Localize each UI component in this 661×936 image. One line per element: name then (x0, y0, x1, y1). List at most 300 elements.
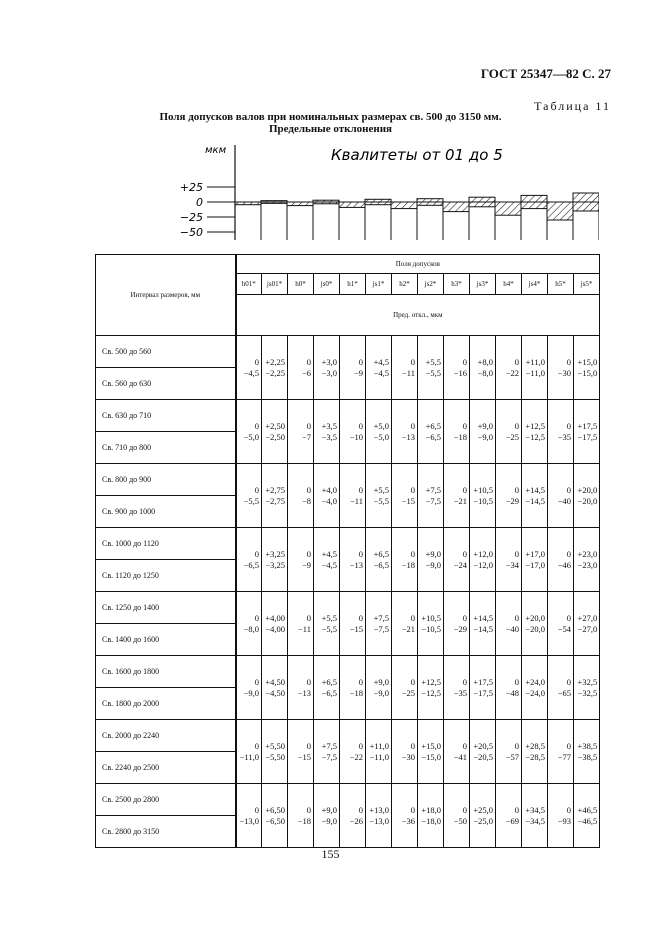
size-range-label: Св. 560 до 630 (102, 379, 152, 388)
tolerance-field-js01 (261, 201, 287, 204)
upper-deviation: +6,5 (425, 420, 441, 431)
column-header: js5* (574, 274, 600, 295)
upper-deviation: 0 (566, 356, 571, 367)
size-range-label: Св. 2240 до 2500 (102, 763, 160, 772)
lower-deviation: −18 (297, 815, 311, 826)
upper-deviation: 0 (410, 548, 415, 559)
size-range-cell (96, 464, 236, 528)
upper-deviation: +7,5 (425, 484, 441, 495)
lower-deviation: −11 (298, 623, 311, 634)
tolerance-table (95, 254, 600, 848)
deviation-cell (340, 592, 366, 656)
deviation-cell (574, 336, 600, 400)
table-row (96, 528, 600, 592)
lower-deviation: −50 (453, 815, 467, 826)
deviation-cell (574, 464, 600, 528)
deviation-cell (236, 656, 262, 720)
upper-deviation: +5,5 (373, 484, 389, 495)
lower-deviation: −11,0 (239, 751, 259, 762)
column-header: js2* (418, 274, 444, 295)
deviation-cell (366, 592, 392, 656)
deviation-cell (496, 336, 522, 400)
deviation-cell (548, 720, 574, 784)
upper-deviation: 0 (306, 356, 311, 367)
size-range-label: Св. 1400 до 1600 (102, 635, 160, 644)
tolerance-field-h0 (287, 202, 313, 206)
upper-deviation: +12,5 (421, 676, 441, 687)
lower-deviation: −77 (557, 751, 571, 762)
deviation-cell (262, 464, 288, 528)
lower-deviation: −20,0 (525, 623, 545, 634)
upper-deviation: +32,5 (577, 676, 598, 687)
upper-deviation: 0 (410, 612, 415, 623)
tolerance-field-h1 (339, 202, 365, 207)
deviation-cell (418, 784, 444, 848)
deviation-cell (288, 336, 314, 400)
lower-deviation: −4,50 (265, 687, 285, 698)
lower-deviation: −93 (557, 815, 571, 826)
size-range-label: Св. 800 до 900 (96, 464, 235, 496)
deviation-cell (392, 592, 418, 656)
lower-deviation: −4,00 (265, 623, 285, 634)
size-range-cell (96, 592, 236, 656)
lower-deviation: −6,5 (373, 559, 389, 570)
deviation-cell (418, 528, 444, 592)
lower-deviation: −24 (453, 559, 467, 570)
deviation-cell (522, 592, 548, 656)
upper-deviation: +13,0 (369, 804, 389, 815)
page-number: 155 (321, 847, 340, 861)
lower-deviation: −5,0 (373, 431, 389, 442)
deviation-cell (314, 784, 340, 848)
deviation-cell (548, 464, 574, 528)
upper-deviation: 0 (358, 676, 363, 687)
lower-deviation: −11 (402, 367, 415, 378)
tolerance-field-h4 (495, 202, 521, 215)
deviation-cell (418, 720, 444, 784)
upper-deviation: 0 (306, 740, 311, 751)
lower-deviation: −13 (401, 431, 415, 442)
upper-deviation: +20,0 (577, 484, 598, 495)
upper-deviation: 0 (306, 676, 311, 687)
deviation-cell (574, 528, 600, 592)
lower-deviation: −21 (453, 495, 467, 506)
upper-deviation: 0 (514, 612, 519, 623)
deviation-cell (392, 464, 418, 528)
deviation-cell (262, 528, 288, 592)
deviation-cell (574, 400, 600, 464)
deviation-cell (262, 336, 288, 400)
lower-deviation: −6,5 (321, 687, 337, 698)
lower-deviation: −10 (349, 431, 363, 442)
upper-deviation: +20,0 (525, 612, 545, 623)
upper-deviation: +15,0 (577, 356, 598, 367)
upper-deviation: +27,0 (577, 612, 598, 623)
upper-deviation: +25,0 (473, 804, 493, 815)
deviation-cell (470, 336, 496, 400)
page-header: ГОСТ 25347—82 С. 27 (480, 66, 611, 81)
deviation-cell (496, 400, 522, 464)
upper-deviation: +3,5 (321, 420, 337, 431)
column-header: js4* (522, 274, 548, 295)
tolerance-field-js0 (313, 200, 339, 204)
upper-deviation: 0 (358, 612, 363, 623)
lower-deviation: −6,5 (425, 431, 441, 442)
deviation-cell (236, 528, 262, 592)
column-header: h2* (392, 274, 418, 295)
lower-deviation: −5,50 (265, 751, 285, 762)
upper-deviation: +5,0 (373, 420, 389, 431)
lower-deviation: −15 (297, 751, 311, 762)
upper-deviation: +38,5 (577, 740, 598, 751)
lower-deviation: −18,0 (421, 815, 441, 826)
tolerance-field-js3 (469, 197, 495, 207)
deviation-cell (548, 784, 574, 848)
unit-row: Пред. откл., мкм (236, 295, 600, 336)
deviation-cell (496, 464, 522, 528)
column-header: js3* (470, 274, 496, 295)
lower-deviation: −15,0 (577, 367, 598, 378)
size-range-cell (96, 528, 236, 592)
tolerance-field-js5 (573, 193, 599, 211)
upper-deviation: 0 (410, 804, 415, 815)
lower-deviation: −69 (505, 815, 519, 826)
diagram-unit-label: мкм (205, 145, 227, 156)
deviation-cell (288, 528, 314, 592)
deviation-cell (314, 400, 340, 464)
deviation-cell (392, 400, 418, 464)
size-range-label: Св. 1250 до 1400 (96, 592, 235, 624)
upper-deviation: 0 (254, 740, 259, 751)
lower-deviation: −7,5 (425, 495, 441, 506)
upper-deviation: +4,00 (265, 612, 285, 623)
upper-deviation: +20,5 (473, 740, 493, 751)
lower-deviation: −5,5 (243, 495, 259, 506)
lower-deviation: −13,0 (369, 815, 389, 826)
upper-deviation: 0 (254, 676, 259, 687)
lower-deviation: −35 (453, 687, 467, 698)
diagram-caption: Квалитеты от 01 до 5 (331, 146, 503, 164)
deviation-cell (288, 656, 314, 720)
upper-deviation: 0 (566, 612, 571, 623)
lower-deviation: −3,0 (321, 367, 337, 378)
deviation-cell (418, 336, 444, 400)
lower-deviation: −2,25 (265, 367, 285, 378)
tolerance-field-h3 (443, 202, 469, 212)
tolerance-field-js4 (521, 195, 547, 208)
upper-deviation: +9,0 (425, 548, 441, 559)
deviation-cell (548, 336, 574, 400)
lower-deviation: −9,0 (425, 559, 441, 570)
upper-deviation: 0 (566, 548, 571, 559)
upper-deviation: 0 (462, 420, 467, 431)
column-header: js0* (314, 274, 340, 295)
lower-deviation: −3,5 (321, 431, 337, 442)
table-row (96, 720, 600, 784)
upper-deviation: +4,0 (321, 484, 337, 495)
deviation-cell (574, 720, 600, 784)
lower-deviation: −11,0 (369, 751, 389, 762)
upper-deviation: +12,5 (525, 420, 545, 431)
lower-deviation: −8 (301, 495, 311, 506)
lower-deviation: −13,0 (239, 815, 259, 826)
deviation-cell (340, 784, 366, 848)
lower-deviation: −4,5 (243, 367, 259, 378)
size-range-cell (96, 400, 236, 464)
size-range-label: Св. 710 до 800 (102, 443, 152, 452)
lower-deviation: −7,5 (373, 623, 389, 634)
deviation-cell (288, 720, 314, 784)
column-header: h1* (340, 274, 366, 295)
upper-deviation: +3,25 (265, 548, 285, 559)
axis-tick-label: −50 (179, 226, 203, 239)
deviation-cell (418, 656, 444, 720)
lower-deviation: −18 (401, 559, 415, 570)
lower-deviation: −15,0 (421, 751, 441, 762)
upper-deviation: 0 (462, 484, 467, 495)
upper-deviation: 0 (514, 676, 519, 687)
deviation-cell (470, 464, 496, 528)
upper-deviation: 0 (254, 356, 259, 367)
lower-deviation: −17,0 (525, 559, 545, 570)
upper-deviation: +5,5 (321, 612, 337, 623)
tolerance-field-h2 (391, 202, 417, 209)
lower-deviation: −13 (349, 559, 363, 570)
upper-deviation: +28,5 (525, 740, 545, 751)
upper-deviation: +6,50 (265, 804, 285, 815)
size-range-cell (96, 784, 236, 848)
lower-deviation: −24,0 (525, 687, 545, 698)
lower-deviation: −5,5 (425, 367, 441, 378)
lower-deviation: −48 (505, 687, 519, 698)
upper-deviation: +24,0 (525, 676, 545, 687)
size-range-label: Св. 1120 до 1250 (102, 571, 159, 580)
size-range-label: Св. 630 до 710 (96, 400, 235, 432)
deviation-cell (262, 400, 288, 464)
lower-deviation: −11 (350, 495, 363, 506)
deviation-cell (288, 464, 314, 528)
deviation-cell (392, 720, 418, 784)
upper-deviation: +17,5 (473, 676, 493, 687)
upper-deviation: 0 (254, 804, 259, 815)
upper-deviation: 0 (254, 484, 259, 495)
table-row (96, 336, 600, 400)
lower-deviation: −34,5 (525, 815, 545, 826)
deviation-cell (496, 656, 522, 720)
deviation-cell (470, 400, 496, 464)
upper-deviation: 0 (254, 548, 259, 559)
lower-deviation: −13 (297, 687, 311, 698)
size-range-label: Св. 2000 до 2240 (96, 720, 235, 752)
table-title: Поля допусков валов при номинальных размерах св. 500 до 3150 мм. (159, 111, 502, 123)
upper-deviation: 0 (306, 612, 311, 623)
upper-deviation: 0 (514, 356, 519, 367)
deviation-cell (314, 464, 340, 528)
lower-deviation: −34 (505, 559, 519, 570)
deviation-cell (340, 464, 366, 528)
upper-deviation: +11,0 (525, 356, 545, 367)
deviation-cell (444, 528, 470, 592)
lower-deviation: −12,0 (473, 559, 493, 570)
upper-deviation: +46,5 (577, 804, 598, 815)
upper-deviation: +5,50 (265, 740, 285, 751)
upper-deviation: 0 (306, 548, 311, 559)
deviation-cell (522, 464, 548, 528)
lower-deviation: −36 (401, 815, 415, 826)
lower-deviation: −6,5 (243, 559, 259, 570)
deviation-cell (236, 464, 262, 528)
lower-deviation: −29 (453, 623, 467, 634)
upper-deviation: +18,0 (421, 804, 441, 815)
upper-deviation: 0 (514, 420, 519, 431)
size-range-label: Св. 500 до 560 (96, 336, 235, 368)
upper-deviation: 0 (254, 420, 259, 431)
deviation-cell (522, 784, 548, 848)
upper-deviation: 0 (358, 484, 363, 495)
lower-deviation: −5,5 (373, 495, 389, 506)
lower-deviation: −18 (349, 687, 363, 698)
deviation-cell (522, 720, 548, 784)
upper-deviation: 0 (306, 484, 311, 495)
deviation-cell (314, 720, 340, 784)
deviation-cell (340, 656, 366, 720)
deviation-cell (366, 464, 392, 528)
deviation-cell (288, 592, 314, 656)
deviation-cell (392, 784, 418, 848)
lower-deviation: −23,0 (577, 559, 598, 570)
deviation-cell (262, 784, 288, 848)
deviation-cell (444, 656, 470, 720)
upper-deviation: 0 (462, 548, 467, 559)
deviation-cell (470, 592, 496, 656)
lower-deviation: −5,0 (243, 431, 259, 442)
upper-deviation: 0 (514, 548, 519, 559)
table-label: Таблица 11 (534, 99, 611, 113)
deviation-cell (236, 400, 262, 464)
lower-deviation: −16 (453, 367, 467, 378)
upper-deviation: +9,0 (321, 804, 337, 815)
deviation-cell (236, 592, 262, 656)
deviation-cell (496, 784, 522, 848)
upper-deviation: 0 (358, 420, 363, 431)
deviation-cell (444, 784, 470, 848)
lower-deviation: −32,5 (577, 687, 598, 698)
lower-deviation: −15 (349, 623, 363, 634)
column-header: js1* (366, 274, 392, 295)
upper-deviation: 0 (358, 804, 363, 815)
column-header: h01* (236, 274, 262, 295)
fields-header: Поля допусков (236, 255, 600, 274)
deviation-cell (392, 656, 418, 720)
deviation-cell (522, 400, 548, 464)
deviation-cell (262, 656, 288, 720)
upper-deviation: +17,5 (577, 420, 598, 431)
upper-deviation: +6,5 (321, 676, 337, 687)
deviation-cell (314, 656, 340, 720)
deviation-cell (496, 720, 522, 784)
deviation-cell (262, 720, 288, 784)
deviation-cell (366, 336, 392, 400)
upper-deviation: 0 (410, 356, 415, 367)
deviation-cell (418, 464, 444, 528)
upper-deviation: 0 (358, 740, 363, 751)
upper-deviation: 0 (462, 740, 467, 751)
lower-deviation: −4,5 (373, 367, 389, 378)
upper-deviation: +6,5 (373, 548, 389, 559)
tolerance-field-js2 (417, 199, 443, 206)
column-header: h4* (496, 274, 522, 295)
deviation-cell (522, 528, 548, 592)
lower-deviation: −14,5 (525, 495, 545, 506)
column-header: h5* (548, 274, 574, 295)
upper-deviation: 0 (306, 804, 311, 815)
deviation-cell (548, 400, 574, 464)
deviation-cell (288, 784, 314, 848)
lower-deviation: −40 (505, 623, 519, 634)
lower-deviation: −46 (557, 559, 571, 570)
deviation-cell (340, 336, 366, 400)
deviation-cell (548, 528, 574, 592)
deviation-cell (574, 784, 600, 848)
size-range-cell (96, 656, 236, 720)
upper-deviation: +10,5 (421, 612, 441, 623)
lower-deviation: −29 (505, 495, 519, 506)
column-header: js01* (262, 274, 288, 295)
deviation-cell (392, 528, 418, 592)
deviation-cell (470, 784, 496, 848)
upper-deviation: +17,0 (525, 548, 545, 559)
lower-deviation: −7 (301, 431, 311, 442)
table-row (96, 464, 600, 528)
deviation-cell (340, 400, 366, 464)
deviation-cell (496, 528, 522, 592)
axis-tick-label: −25 (179, 211, 203, 224)
lower-deviation: −10,5 (421, 623, 441, 634)
lower-deviation: −22 (505, 367, 519, 378)
lower-deviation: −12,5 (525, 431, 545, 442)
size-range-label: Св. 1800 до 2000 (102, 699, 160, 708)
lower-deviation: −8,0 (243, 623, 259, 634)
lower-deviation: −17,5 (473, 687, 493, 698)
lower-deviation: −35 (557, 431, 571, 442)
deviation-cell (574, 656, 600, 720)
deviation-cell (366, 656, 392, 720)
deviation-cell (522, 336, 548, 400)
upper-deviation: 0 (462, 612, 467, 623)
lower-deviation: −8,0 (477, 367, 493, 378)
upper-deviation: 0 (566, 804, 571, 815)
deviation-cell (340, 720, 366, 784)
deviation-cell (314, 592, 340, 656)
upper-deviation: 0 (514, 804, 519, 815)
lower-deviation: −12,5 (421, 687, 441, 698)
upper-deviation: 0 (358, 356, 363, 367)
lower-deviation: −26 (349, 815, 363, 826)
deviation-cell (444, 464, 470, 528)
deviation-cell (236, 720, 262, 784)
lower-deviation: −2,75 (265, 495, 285, 506)
lower-deviation: −9,0 (321, 815, 337, 826)
axis-tick-label: 0 (196, 196, 203, 209)
table-row (96, 656, 600, 720)
lower-deviation: −28,5 (525, 751, 545, 762)
lower-deviation: −27,0 (577, 623, 598, 634)
table-row (96, 784, 600, 848)
lower-deviation: −25 (505, 431, 519, 442)
lower-deviation: −20,5 (473, 751, 493, 762)
upper-deviation: 0 (462, 804, 467, 815)
deviation-cell (236, 784, 262, 848)
